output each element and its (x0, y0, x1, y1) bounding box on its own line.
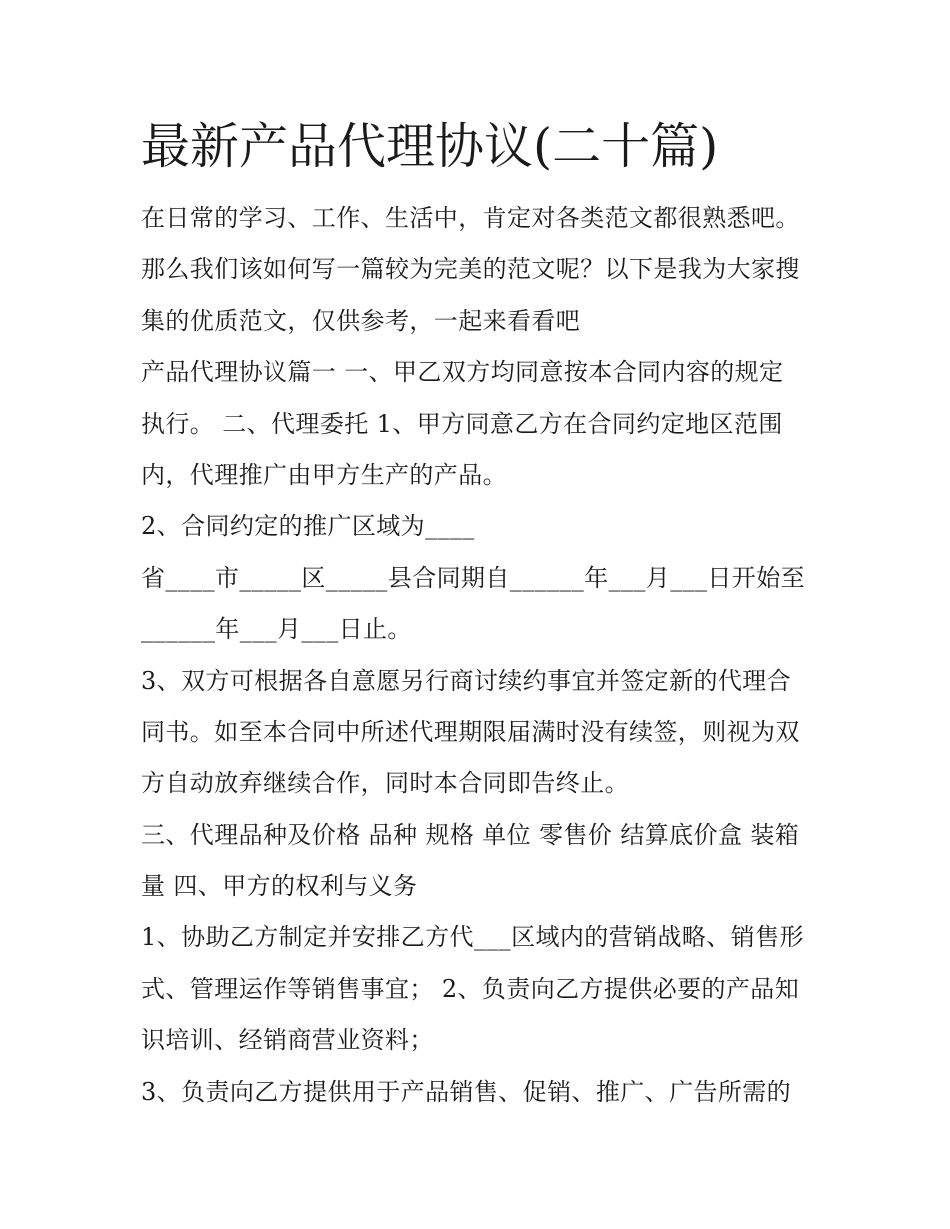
paragraph-line: 3、双方可根据各自意愿另行商讨续约事宜并签定新的代理合 (141, 666, 792, 695)
paragraph-line: 集的优质范文，仅供参考，一起来看看吧 (141, 306, 581, 335)
paragraph-line: ______年___月___日止。 (141, 615, 412, 644)
paragraph-line: 识培训、经销商营业资料； (141, 1026, 434, 1055)
paragraph-line: 产品代理协议篇一 一、甲乙双方均同意按本合同内容的规定 (141, 358, 784, 387)
paragraph-line: 内，代理推广由甲方生产的产品。 (141, 460, 507, 489)
paragraph-line: 那么我们该如何写一篇较为完美的范文呢？以下是我为大家搜 (141, 255, 800, 284)
paragraph-line: 在日常的学习、工作、生活中，肯定对各类范文都很熟悉吧。 (141, 204, 800, 232)
paragraph-line: 式、管理运作等销售事宜； 2、负责向乙方提供必要的产品知 (141, 974, 800, 1003)
paragraph-line: 省____市_____区_____县合同期自______年___月___日开始至 (141, 563, 805, 592)
paragraph-line: 量 四、甲方的权利与义务 (141, 872, 418, 901)
paragraph-line: 3、负责向乙方提供用于产品销售、促销、推广、广告所需的 (141, 1077, 792, 1106)
paragraph-line: 同书。如至本合同中所述代理期限届满时没有续签，则视为双 (141, 717, 800, 746)
paragraph-line: 三、代理品种及价格 品种 规格 单位 零售价 结算底价盒 装箱 (141, 820, 800, 849)
document-title: 最新产品代理协议(二十篇) (141, 118, 719, 175)
paragraph-line: 执行。 二、代理委托 1、甲方同意乙方在合同约定地区范围 (141, 409, 783, 438)
paragraph-line: 1、协助乙方制定并安排乙方代___区域内的营销战略、销售形 (141, 923, 804, 952)
document-body (141, 193, 821, 1118)
document-content (141, 110, 821, 1118)
paragraph-line: 方自动放弃继续合作，同时本合同即告终止。 (141, 769, 629, 798)
paragraph-line: 2、合同约定的推广区域为____ (141, 512, 475, 541)
